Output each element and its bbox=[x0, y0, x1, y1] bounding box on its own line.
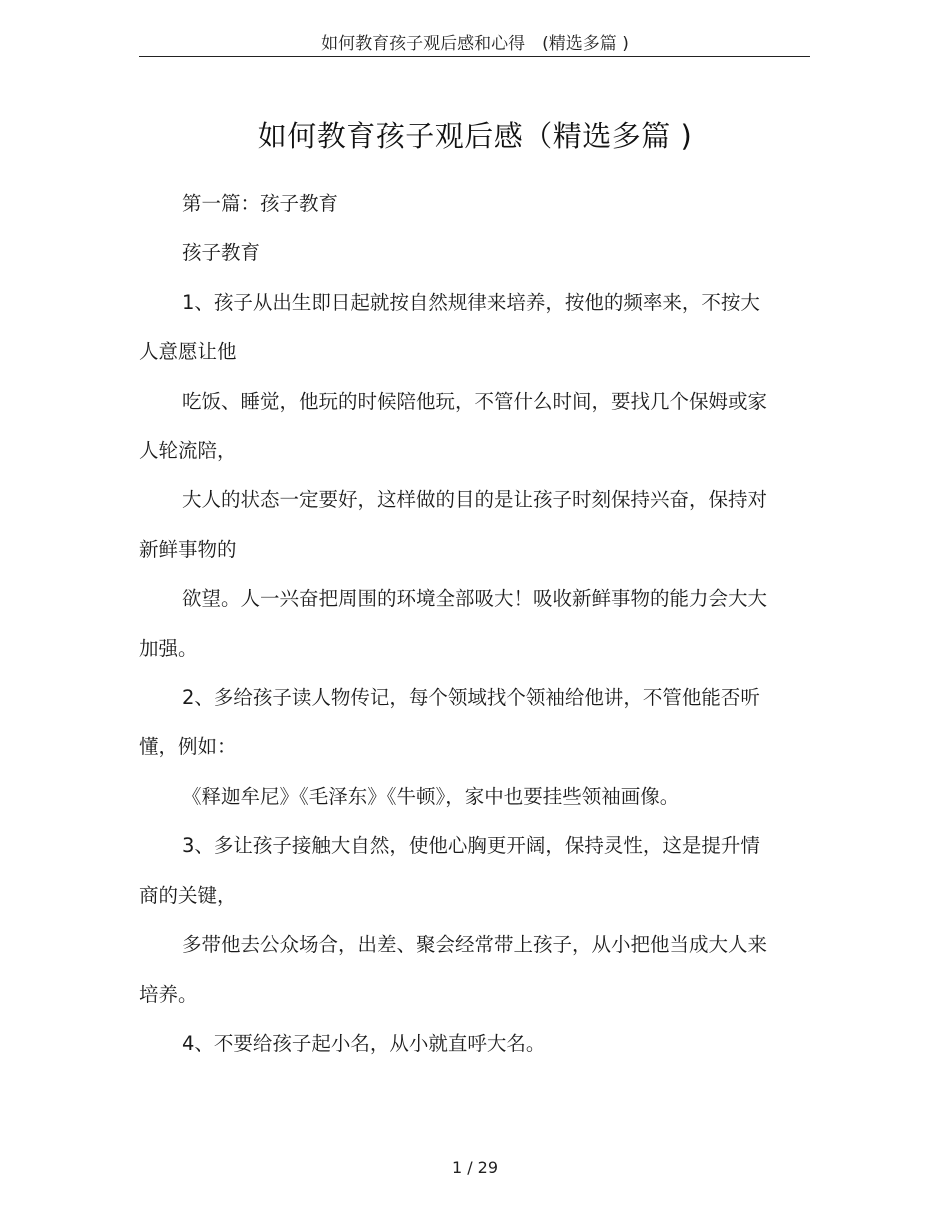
running-header: 如何教育孩子观后感和心得 (精选多篇 ) bbox=[321, 34, 629, 54]
paragraph: 欲望。人一兴奋把周围的环境全部吸大！吸收新鲜事物的能力会大大加强。 bbox=[139, 587, 768, 660]
paragraph: 多带他去公众场合，出差、聚会经常带上孩子，从小把他当成大人来培养。 bbox=[139, 933, 768, 1006]
page-number: 1 / 29 bbox=[451, 1158, 499, 1177]
paragraph: 大人的状态一定要好，这样做的目的是让孩子时刻保持兴奋，保持对新鲜事物的 bbox=[139, 488, 768, 561]
paragraph: 《释迦牟尼》《毛泽东》《牛顿》，家中也要挂些领袖画像。 bbox=[182, 784, 680, 808]
document-body bbox=[139, 179, 769, 1068]
paragraph: 1、孩子从出生即日起就按自然规律来培养，按他的频率来，不按大人意愿让他 bbox=[139, 290, 760, 364]
header-divider bbox=[139, 56, 810, 57]
paragraph: 吃饭、睡觉，他玩的时候陪他玩，不管什么时间，要找几个保姆或家人轮流陪， bbox=[139, 389, 768, 463]
document-title: 如何教育孩子观后感（精选多篇 ) bbox=[257, 119, 693, 153]
paragraph: 4、不要给孩子起小名，从小就直呼大名。 bbox=[182, 1031, 546, 1055]
paragraph: 2、多给孩子读人物传记，每个领域找个领袖给他讲，不管他能否听懂，例如： bbox=[139, 686, 760, 759]
paragraph: 3、多让孩子接触大自然，使他心胸更开阔，保持灵性，这是提升情商的关键， bbox=[139, 834, 760, 907]
subheading: 孩子教育 bbox=[182, 241, 261, 265]
section-heading: 第一篇：孩子教育 bbox=[182, 192, 339, 215]
